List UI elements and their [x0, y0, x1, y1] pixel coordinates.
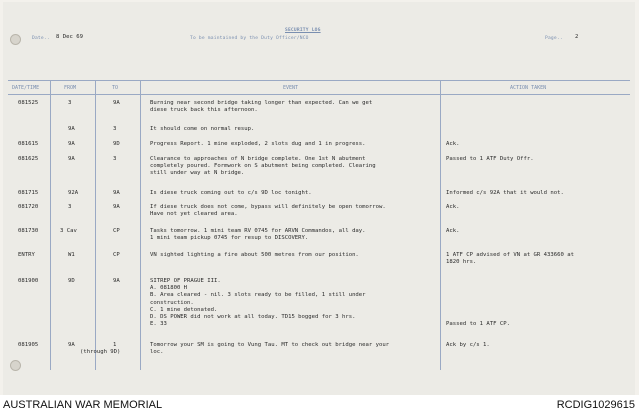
entry-time: 081525 [18, 100, 39, 106]
entry-event-line: Clearance to approaches of N bridge complete. One 1st N abutment [150, 156, 366, 162]
punch-hole [10, 360, 21, 371]
punch-hole [10, 34, 21, 45]
entry-event-line: VN sighted lighting a fire about 500 metres from our position. [150, 252, 359, 258]
column-divider [50, 80, 51, 370]
footer-record-id: RCDIG1029615 [556, 399, 635, 411]
column-divider [440, 80, 441, 370]
entry-time: 081720 [18, 204, 39, 210]
entry-from: 3 [68, 204, 72, 210]
entry-to: 3 [113, 156, 117, 162]
entry-from: W1 [68, 252, 75, 258]
entry-from: 9A [68, 156, 75, 162]
entry-from: 9D [68, 278, 75, 284]
column-header-to: TO [112, 85, 119, 91]
entry-event-line: loc. [150, 349, 164, 356]
table-header-rule [8, 94, 630, 95]
column-header-event: EVENT [283, 85, 299, 91]
entry-event-line: A. 081800 H [150, 285, 188, 292]
entry-time: 081905 [18, 342, 39, 348]
footer-bar [0, 395, 639, 416]
entry-from: 9A [68, 141, 75, 147]
entry-time: 081730 [18, 228, 39, 234]
entry-time: 081625 [18, 156, 39, 162]
entry-to: CP [113, 228, 120, 234]
entry-action-line: Informed c/s 92A that it would not. [446, 190, 564, 196]
entry-event-line: It should come on normal resup. [150, 126, 255, 132]
entry-to: 9D [113, 141, 120, 147]
entry-to: 9A [113, 190, 120, 196]
entry-event-line: 1 mini team pickup 0745 for resup to DISCOVERY. [150, 235, 309, 242]
entry-event-line: E. 33 [150, 321, 167, 328]
entry-action-line: Ack. [446, 204, 460, 210]
entry-action-line: Passed to 1 ATF Duty Offr. [446, 156, 534, 162]
entry-event-line: C. 1 mine detonated. [150, 306, 218, 313]
entry-event-line: B. Area cleared - nil. 3 slots ready to be filled, 1 still under [150, 292, 366, 299]
entry-action-line: Ack. [446, 141, 460, 147]
entry-to: 3 [113, 126, 117, 132]
maintained-by-note: To be maintained by the Duty Officer/NCO [190, 36, 309, 41]
entry-event-line: diese truck back this afternoon. [150, 107, 258, 114]
entry-event-line: completely poured. Formwork on S abutment being completed. Clearing [150, 163, 376, 170]
entry-from: 9A [68, 342, 75, 348]
column-header-datetime: DATE/TIME [12, 85, 40, 91]
table-top-rule [8, 80, 630, 81]
entry-event-line: D. DS POWER did not work at all today. TD15 bogged for 3 hrs. [150, 314, 356, 320]
entry-event-line: If diese truck does not come, bypass will definitely be open tomorrow. [150, 204, 386, 210]
page-label: Page.. [545, 36, 563, 41]
entry-action-line: Ack by c/s 1. [446, 342, 490, 348]
entry-time: 081715 [18, 190, 39, 196]
entry-to-note: (through 9D) [80, 349, 121, 356]
entry-from: 3 [68, 100, 72, 106]
column-header-from: FROM [64, 85, 77, 91]
entry-time: 081615 [18, 141, 39, 147]
entry-event-line: construction. [150, 299, 194, 306]
entry-event-line: Tomorrow your SM is going to Vung Tau. MT to check out bridge near your [150, 342, 390, 348]
entry-action-line: 1820 hrs. [446, 259, 477, 266]
entry-event-line: Is diese truck coming out to c/s 9D loc tonight. [150, 190, 312, 196]
entry-to: CP [113, 252, 120, 258]
entry-to: 1 [113, 342, 117, 348]
entry-event-line: SITREP OF PRAGUE III. [150, 278, 221, 284]
entry-event-line: still under way at N bridge. [150, 170, 245, 177]
entry-from: 92A [68, 190, 79, 196]
date-label: Date.. [32, 36, 50, 41]
entry-event-line: Tasks tomorrow. 1 mini team RV 0745 for ARVN Commandos, all day. [150, 228, 366, 234]
log-heading: SECURITY LOG [285, 28, 321, 33]
entry-time: 081900 [18, 278, 39, 284]
entry-from: 9A [68, 126, 75, 132]
entry-to: 9A [113, 204, 120, 210]
entry-to: 9A [113, 278, 120, 284]
column-divider [95, 80, 96, 370]
entry-action-line: Ack. [446, 228, 460, 234]
footer-credit: AUSTRALIAN WAR MEMORIAL [3, 399, 163, 411]
entry-event-line: Burning near second bridge taking longer than expected. Can we get [150, 100, 373, 106]
entry-action-line: Passed to 1 ATF CP. [446, 321, 510, 328]
document-page [3, 2, 635, 395]
entry-to: 9A [113, 100, 120, 106]
entry-event-line: Have not yet cleared area. [150, 211, 238, 218]
column-header-action: ACTION TAKEN [510, 85, 547, 91]
column-divider [140, 80, 141, 370]
entry-from: 3 Cav [60, 228, 77, 234]
entry-time: ENTRY [18, 252, 35, 258]
page-value: 2 [575, 34, 579, 40]
date-value: 8 Dec 69 [56, 34, 83, 40]
entry-action-line: 1 ATF CP advised of VN at GR 433660 at [446, 252, 574, 258]
entry-event-line: Progress Report. 1 mine exploded, 2 slots dug and 1 in progress. [150, 141, 366, 147]
